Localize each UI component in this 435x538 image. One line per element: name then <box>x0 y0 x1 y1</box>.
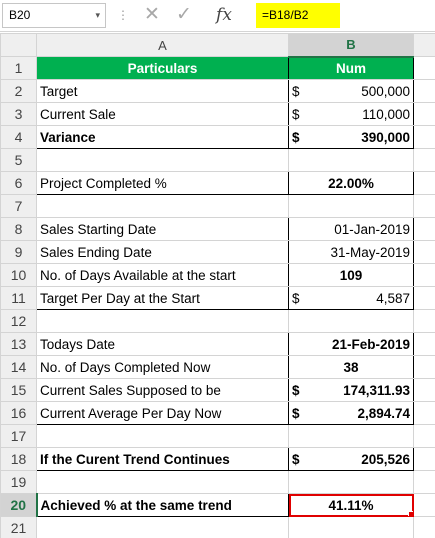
cell-a21[interactable] <box>37 517 289 538</box>
fill-handle[interactable] <box>408 511 414 517</box>
cell-b-value: 21-Feb-2019 <box>331 336 410 352</box>
cell-a14[interactable] <box>37 356 289 379</box>
cell-a4[interactable] <box>37 126 289 149</box>
cell-c7[interactable] <box>414 195 435 218</box>
table-row <box>1 195 435 218</box>
table-row <box>1 218 435 241</box>
cell-b14[interactable] <box>289 356 414 379</box>
table-row <box>1 172 435 195</box>
table-row <box>1 149 435 172</box>
row-header[interactable]: 14 <box>1 356 37 379</box>
cell-b19[interactable] <box>289 471 414 494</box>
cell-c19[interactable] <box>414 471 435 494</box>
select-all-corner[interactable] <box>1 34 37 57</box>
enter-icon[interactable]: ✓ <box>176 4 192 25</box>
cell-a-text: Target <box>40 83 78 99</box>
cell-b8[interactable] <box>289 218 414 241</box>
table-row <box>1 126 435 149</box>
row-header[interactable]: 18 <box>1 448 37 471</box>
row-header[interactable]: 15 <box>1 379 37 402</box>
table-row <box>1 287 435 310</box>
table-row <box>1 333 435 356</box>
cell-b-value: 500,000 <box>361 83 410 99</box>
spreadsheet-grid <box>0 33 435 538</box>
cell-b16[interactable] <box>289 402 414 425</box>
cell-a8[interactable] <box>37 218 289 241</box>
row-header[interactable]: 1 <box>1 57 37 80</box>
cell-b-value: 38 <box>343 359 359 375</box>
cell-c20[interactable] <box>414 494 435 517</box>
chevron-down-icon[interactable]: ▾ <box>95 10 100 20</box>
cell-b-value: 174,311.93 <box>343 382 410 398</box>
cell-a15[interactable] <box>37 379 289 402</box>
cell-a-text: Todays Date <box>40 336 116 352</box>
table-row <box>1 517 435 538</box>
row-header[interactable]: 7 <box>1 195 37 218</box>
table-row <box>1 310 435 333</box>
table-row <box>1 241 435 264</box>
cell-b13[interactable] <box>289 333 414 356</box>
cell-c9[interactable] <box>414 241 435 264</box>
cell-a10[interactable] <box>37 264 289 287</box>
name-box-value: B20 <box>9 8 31 22</box>
table-row <box>1 494 435 517</box>
grid-body <box>1 57 435 538</box>
cell-c11[interactable] <box>414 287 435 310</box>
cell-a-text: Sales Ending Date <box>40 244 152 260</box>
row-header[interactable]: 11 <box>1 287 37 310</box>
accounting-value <box>292 406 410 421</box>
cell-a1[interactable]: Particulars <box>37 57 289 80</box>
row-header[interactable]: 16 <box>1 402 37 425</box>
cell-a-text: Project Completed % <box>40 175 167 191</box>
cell-c4[interactable] <box>414 126 435 149</box>
currency-symbol: $ <box>292 129 300 145</box>
table-row <box>1 80 435 103</box>
cell-a-text: Achieved % at the same trend <box>40 497 232 513</box>
cell-c6[interactable] <box>414 172 435 195</box>
cell-a19[interactable] <box>37 471 289 494</box>
cell-b-value: 110,000 <box>362 106 410 122</box>
cell-c15[interactable] <box>414 379 435 402</box>
cell-b17[interactable] <box>289 425 414 448</box>
cell-b2[interactable] <box>289 80 414 103</box>
table-row <box>1 471 435 494</box>
cell-b3[interactable] <box>289 103 414 126</box>
row-header[interactable]: 12 <box>1 310 37 333</box>
cell-c12[interactable] <box>414 310 435 333</box>
cell-b5[interactable] <box>289 149 414 172</box>
table-row <box>1 264 435 287</box>
accounting-value <box>292 130 410 145</box>
cell-c3[interactable] <box>414 103 435 126</box>
currency-symbol: $ <box>292 83 300 99</box>
cell-b21[interactable] <box>289 517 414 538</box>
cell-a-text: No. of Days Available at the start <box>40 267 236 283</box>
accounting-value <box>292 84 410 99</box>
cell-c13[interactable] <box>414 333 435 356</box>
cell-c10[interactable] <box>414 264 435 287</box>
cell-b9[interactable] <box>289 241 414 264</box>
insert-function-icon[interactable]: fx <box>216 5 232 25</box>
row-header[interactable]: 17 <box>1 425 37 448</box>
accounting-value <box>292 452 410 467</box>
row-header[interactable]: 9 <box>1 241 37 264</box>
cell-a16[interactable] <box>37 402 289 425</box>
cell-a3[interactable] <box>37 103 289 126</box>
cell-a20[interactable] <box>37 494 289 517</box>
formula-bar-separator[interactable]: ⋮ <box>117 8 128 22</box>
cell-b18[interactable] <box>289 448 414 471</box>
row-header[interactable]: 21 <box>1 517 37 538</box>
cell-c21[interactable] <box>414 517 435 538</box>
cell-b-value: 2,894.74 <box>357 405 410 421</box>
cell-b6[interactable] <box>289 172 414 195</box>
cell-b15[interactable] <box>289 379 414 402</box>
cell-c17[interactable] <box>414 425 435 448</box>
cell-a13[interactable] <box>37 333 289 356</box>
cell-b11[interactable] <box>289 287 414 310</box>
column-header-b[interactable]: B <box>289 34 414 57</box>
column-header-c[interactable] <box>414 34 435 57</box>
cell-b-value: 31-May-2019 <box>330 244 410 260</box>
column-header-a[interactable]: A <box>37 34 289 57</box>
row-header[interactable]: 3 <box>1 103 37 126</box>
currency-symbol: $ <box>292 405 300 421</box>
cell-a-text: Target Per Day at the Start <box>40 290 200 306</box>
name-box[interactable] <box>2 3 106 28</box>
cell-c16[interactable] <box>414 402 435 425</box>
cell-c2[interactable] <box>414 80 435 103</box>
cell-c18[interactable] <box>414 448 435 471</box>
row-header[interactable]: 6 <box>1 172 37 195</box>
currency-symbol: $ <box>292 451 300 467</box>
cell-a17[interactable] <box>37 425 289 448</box>
cell-a18[interactable] <box>37 448 289 471</box>
cell-b10[interactable] <box>289 264 414 287</box>
row-header[interactable]: 13 <box>1 333 37 356</box>
row-header[interactable]: 20 <box>1 494 37 517</box>
row-header[interactable]: 19 <box>1 471 37 494</box>
table-row <box>1 402 435 425</box>
cell-a2[interactable] <box>37 80 289 103</box>
row-header[interactable]: 4 <box>1 126 37 149</box>
row-header[interactable]: 2 <box>1 80 37 103</box>
currency-symbol: $ <box>292 290 300 306</box>
cell-c14[interactable] <box>414 356 435 379</box>
cell-b-value: 01-Jan-2019 <box>334 221 410 237</box>
cell-c8[interactable] <box>414 218 435 241</box>
cell-b-value: 41.11% <box>328 497 374 513</box>
table-row <box>1 103 435 126</box>
table-row <box>1 356 435 379</box>
cancel-icon[interactable]: ✕ <box>144 4 160 25</box>
cell-a5[interactable] <box>37 149 289 172</box>
cell-a6[interactable] <box>37 172 289 195</box>
cell-c5[interactable] <box>414 149 435 172</box>
accounting-value <box>292 383 410 398</box>
cell-a9[interactable] <box>37 241 289 264</box>
cell-b-value: 4,587 <box>376 290 410 306</box>
cell-a-text: No. of Days Completed Now <box>40 359 211 375</box>
formula-bar <box>0 0 435 32</box>
cell-a-text: Current Sale <box>40 106 116 122</box>
cell-b12[interactable] <box>289 310 414 333</box>
cell-b-value: 22.00% <box>328 175 374 191</box>
cell-b-value: 390,000 <box>361 129 410 145</box>
cell-a-text: Current Average Per Day Now <box>40 405 222 421</box>
cell-b-value: 109 <box>339 267 363 283</box>
row-header[interactable]: 10 <box>1 264 37 287</box>
cell-b7[interactable] <box>289 195 414 218</box>
accounting-value <box>292 291 410 306</box>
cell-a-text: Current Sales Supposed to be <box>40 382 221 398</box>
cell-a-text: If the Curent Trend Continues <box>40 451 230 467</box>
row-header[interactable]: 8 <box>1 218 37 241</box>
cell-c1[interactable] <box>414 57 435 80</box>
accounting-value <box>292 107 410 122</box>
cell-b20[interactable] <box>289 494 414 517</box>
cell-b1[interactable]: Num <box>289 57 414 80</box>
row-header[interactable]: 5 <box>1 149 37 172</box>
table-row <box>1 379 435 402</box>
cell-a-text: Variance <box>40 129 96 145</box>
cell-b-value: 205,526 <box>361 451 410 467</box>
table-row <box>1 57 435 80</box>
cell-a11[interactable] <box>37 287 289 310</box>
table-row <box>1 425 435 448</box>
cell-a12[interactable] <box>37 310 289 333</box>
formula-input[interactable]: =B18/B2 <box>256 3 340 28</box>
currency-symbol: $ <box>292 382 300 398</box>
table-row <box>1 448 435 471</box>
currency-symbol: $ <box>292 106 300 122</box>
cell-b4[interactable] <box>289 126 414 149</box>
cell-a7[interactable] <box>37 195 289 218</box>
cell-a-text: Sales Starting Date <box>40 221 157 237</box>
